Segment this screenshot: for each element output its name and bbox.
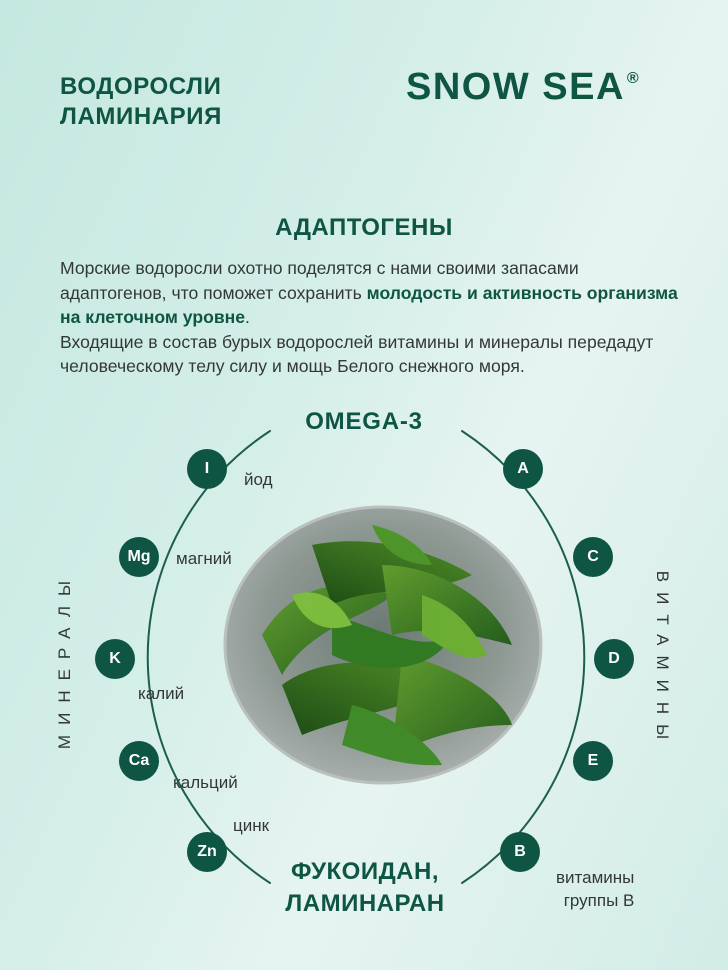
mineral-badge-calcium: Ca [119,741,159,781]
registered-mark: ® [626,70,641,87]
mineral-badge-iodine: I [187,449,227,489]
description-paragraph-2: Входящие в состав бурых водорослей витамины и минералы передадут человеческому телу силу и мощь Белого снежного моря. [60,331,654,376]
brand-name: SNOW SEA [406,66,625,108]
vitamin-badge-e: E [573,741,613,781]
description-text: Морские водоросли охотно поделятся с нами своими запасами адаптогенов, что поможет сохранить [60,258,579,303]
product-name-line1: ВОДОРОСЛИ [60,73,222,100]
fucoidan-line1: ФУКОИДАН, [291,858,439,885]
vitamin-badge-a: A [503,449,543,489]
mineral-badge-potassium: K [95,639,135,679]
vitamin-badge-c: C [573,537,613,577]
vitamin-badge-b: B [500,832,540,872]
mineral-name-zinc: цинк [233,816,270,835]
mineral-name-iodine: йод [244,470,273,489]
vitamin-name-b [556,866,634,912]
vitamin-badge-d: D [594,639,634,679]
product-name-line2: ЛАМИНАРИЯ [60,103,222,130]
fucoidan-label [200,856,530,920]
vitamin-name-b-line2: группы B [563,891,635,910]
seaweed-bowl-image [222,505,544,789]
mineral-badge-magnesium: Mg [119,537,159,577]
mineral-name-calcium: кальций [173,773,238,792]
omega-label: OMEGA-3 [305,408,423,435]
mineral-badge-zinc: Zn [187,832,227,872]
description-highlight: молодость и активность организма на клеточном уровне [60,282,678,327]
description-text-end: . [245,307,250,327]
vitamin-name-b-line1: витамины [556,868,635,887]
vitamins-label: ВИТАМИНЫ [653,570,672,750]
fucoidan-line2: ЛАМИНАРАН [285,890,445,917]
minerals-label: МИНЕРАЛЫ [55,570,74,750]
mineral-name-magnesium: магний [176,549,232,568]
section-title: АДАПТОГЕНЫ [275,214,453,241]
mineral-name-potassium: калий [138,684,185,703]
